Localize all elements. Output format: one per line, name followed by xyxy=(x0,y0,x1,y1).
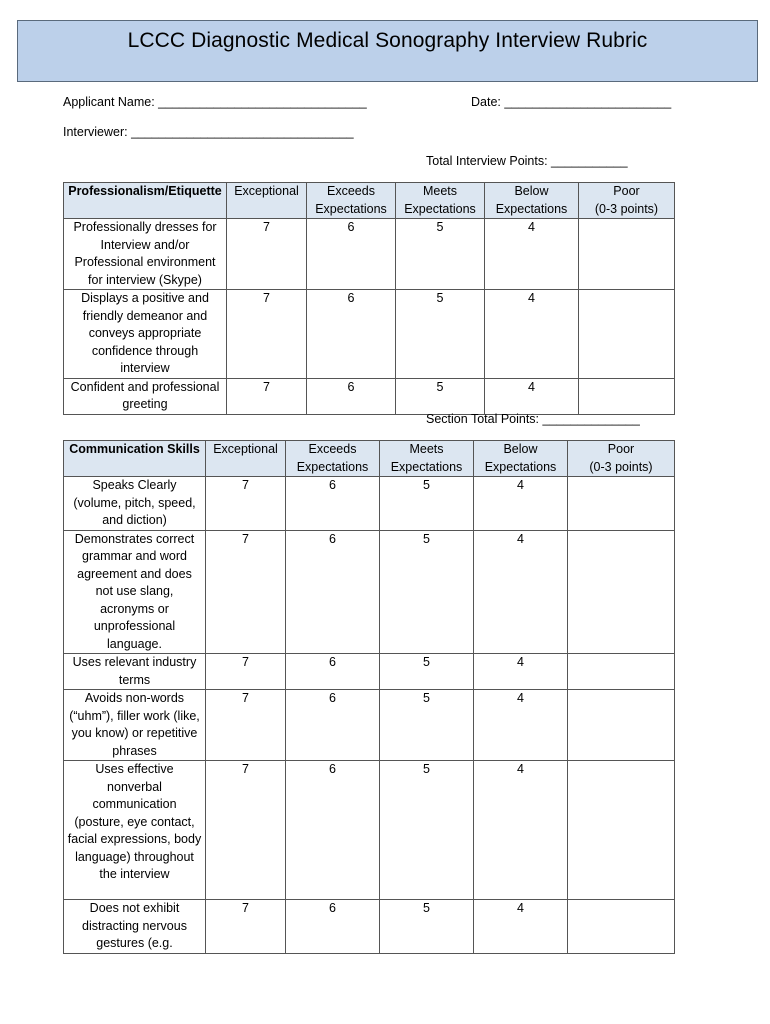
table-row xyxy=(64,219,675,290)
score-meets: 5 xyxy=(380,477,474,531)
criterion-cell: Does not exhibit distracting nervous gestures (e.g. xyxy=(64,900,206,954)
table-row xyxy=(64,530,675,654)
score-meets: 5 xyxy=(380,530,474,654)
col-exceeds: Exceeds Expectations xyxy=(286,441,380,477)
score-poor[interactable] xyxy=(568,690,675,761)
professionalism-header: Professionalism/Etiquette xyxy=(64,183,227,219)
col-poor: Poor (0-3 points) xyxy=(568,441,675,477)
document-title: LCCC Diagnostic Medical Sonography Interview Rubric xyxy=(127,29,648,52)
score-poor[interactable] xyxy=(579,378,675,414)
score-below: 4 xyxy=(485,219,579,290)
score-below: 4 xyxy=(474,654,568,690)
score-exceptional: 7 xyxy=(227,290,307,379)
score-below: 4 xyxy=(474,690,568,761)
col-meets: Meets Expectations xyxy=(380,441,474,477)
criterion-cell: Uses relevant industry terms xyxy=(64,654,206,690)
title-banner xyxy=(17,20,758,82)
col-below: Below Expectations xyxy=(485,183,579,219)
score-exceeds: 6 xyxy=(286,761,380,900)
criterion-cell: Uses effective nonverbal communication (posture, eye contact, facial expressions, body language) throughout the interview xyxy=(64,761,206,900)
criterion-cell: Avoids non-words (“uhm”), filler work (like, you know) or repetitive phrases xyxy=(64,690,206,761)
score-below: 4 xyxy=(485,378,579,414)
applicant-name-field: Applicant Name: ______________________________ xyxy=(63,95,367,109)
score-poor[interactable] xyxy=(579,219,675,290)
score-below: 4 xyxy=(474,761,568,900)
score-exceptional: 7 xyxy=(206,761,286,900)
score-exceptional: 7 xyxy=(206,900,286,954)
score-meets: 5 xyxy=(380,690,474,761)
score-exceptional: 7 xyxy=(227,219,307,290)
criterion-cell: Professionally dresses for Interview and/or Professional environment for interview (Skype) xyxy=(64,219,227,290)
score-exceptional: 7 xyxy=(206,477,286,531)
criterion-cell: Speaks Clearly (volume, pitch, speed, and diction) xyxy=(64,477,206,531)
criterion-cell: Confident and professional greeting xyxy=(64,378,227,414)
score-poor[interactable] xyxy=(579,290,675,379)
score-below: 4 xyxy=(474,900,568,954)
score-poor[interactable] xyxy=(568,900,675,954)
table-row xyxy=(64,378,675,414)
score-meets: 5 xyxy=(396,378,485,414)
score-exceeds: 6 xyxy=(286,477,380,531)
score-exceptional: 7 xyxy=(227,378,307,414)
score-below: 4 xyxy=(485,290,579,379)
col-below: Below Expectations xyxy=(474,441,568,477)
score-exceeds: 6 xyxy=(286,900,380,954)
table-row xyxy=(64,690,675,761)
table-row xyxy=(64,761,675,900)
communication-header: Communication Skills xyxy=(64,441,206,477)
communication-table xyxy=(63,440,675,954)
score-exceptional: 7 xyxy=(206,690,286,761)
col-meets: Meets Expectations xyxy=(396,183,485,219)
score-exceeds: 6 xyxy=(307,378,396,414)
score-meets: 5 xyxy=(380,900,474,954)
col-exceptional: Exceptional xyxy=(227,183,307,219)
score-exceeds: 6 xyxy=(307,290,396,379)
score-exceeds: 6 xyxy=(286,654,380,690)
criterion-cell: Demonstrates correct grammar and word agreement and does not use slang, acronyms or unprofessional language. xyxy=(64,530,206,654)
score-poor[interactable] xyxy=(568,654,675,690)
professionalism-table xyxy=(63,182,675,415)
score-below: 4 xyxy=(474,530,568,654)
score-exceeds: 6 xyxy=(307,219,396,290)
score-meets: 5 xyxy=(396,290,485,379)
criterion-cell: Displays a positive and friendly demeanor and conveys appropriate confidence through interview xyxy=(64,290,227,379)
table-row xyxy=(64,290,675,379)
score-meets: 5 xyxy=(380,654,474,690)
score-poor[interactable] xyxy=(568,761,675,900)
table-row xyxy=(64,900,675,954)
score-exceeds: 6 xyxy=(286,690,380,761)
col-exceeds: Exceeds Expectations xyxy=(307,183,396,219)
col-poor: Poor (0-3 points) xyxy=(579,183,675,219)
score-exceptional: 7 xyxy=(206,654,286,690)
score-poor[interactable] xyxy=(568,530,675,654)
total-interview-points-field: Total Interview Points: ___________ xyxy=(426,154,628,168)
score-poor[interactable] xyxy=(568,477,675,531)
score-exceeds: 6 xyxy=(286,530,380,654)
section-total-points-field: Section Total Points: ______________ xyxy=(426,412,640,426)
score-meets: 5 xyxy=(396,219,485,290)
date-field: Date: ________________________ xyxy=(471,95,672,109)
interviewer-field: Interviewer: ________________________________ xyxy=(63,125,354,139)
score-exceptional: 7 xyxy=(206,530,286,654)
score-below: 4 xyxy=(474,477,568,531)
col-exceptional: Exceptional xyxy=(206,441,286,477)
table-row xyxy=(64,477,675,531)
table-row xyxy=(64,654,675,690)
score-meets: 5 xyxy=(380,761,474,900)
